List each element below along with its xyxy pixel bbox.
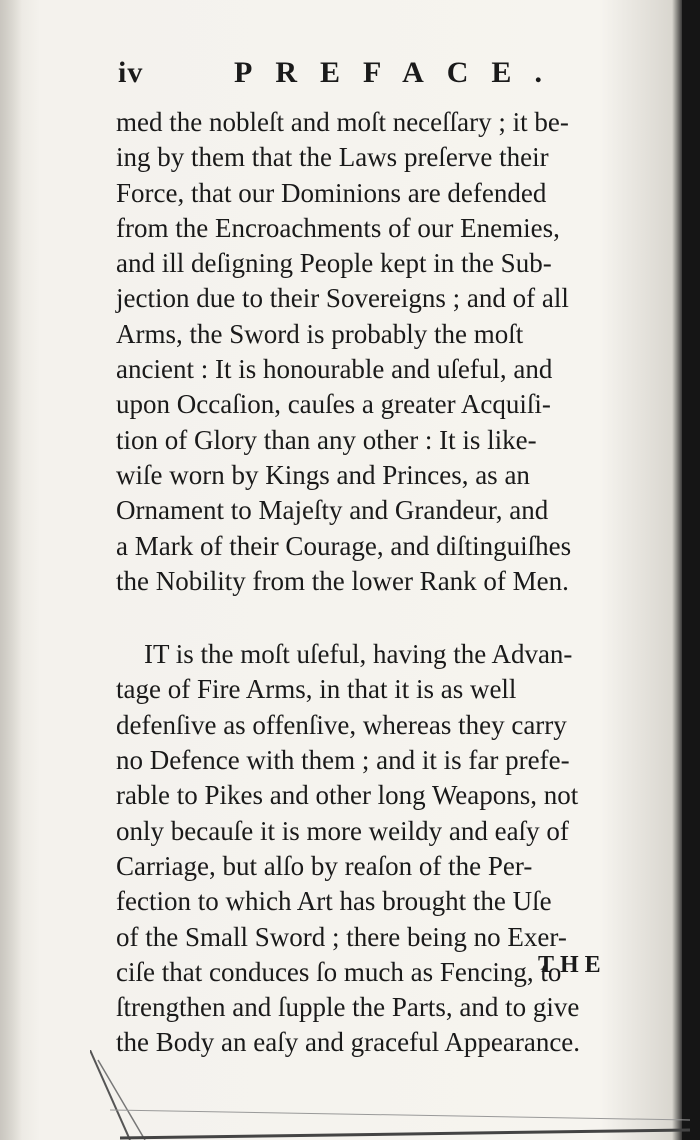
running-title: PREFACE. xyxy=(234,56,565,89)
paragraph-2 xyxy=(116,637,616,1061)
text-line: Force, that our Dominions are defended xyxy=(116,177,547,208)
paragraph-1 xyxy=(116,105,616,599)
text-line: Ornament to Majeſty and Grandeur, and xyxy=(116,495,549,526)
page-header xyxy=(118,56,565,96)
text-line: med the nobleſt and moſt neceſſary ; it be- xyxy=(116,107,569,137)
text-line: defenſive as offenſive, whereas they carry xyxy=(116,709,567,740)
page-fold-lines xyxy=(90,1050,690,1140)
text-line: and ill deſigning People kept in the Sub- xyxy=(116,248,552,279)
text-line: from the Encroachments of our Enemies, xyxy=(116,212,560,243)
body-text xyxy=(116,105,616,1061)
page-number: iv xyxy=(118,56,144,89)
text-line: ſtrengthen and ſupple the Parts, and to give xyxy=(116,992,580,1023)
text-line: only becauſe it is more weildy and eaſy of xyxy=(116,815,569,846)
text-line: ancient : It is honourable and uſeful, and xyxy=(116,354,553,385)
paragraph-spacer xyxy=(116,599,616,637)
text-line: ing by them that the Laws preſerve their xyxy=(116,142,549,173)
page-gutter xyxy=(0,0,22,1140)
text-line: the Body an eaſy and graceful Appearance. xyxy=(116,1027,581,1058)
text-line: tage of Fire Arms, in that it is as well xyxy=(116,674,517,705)
text-line: a Mark of their Courage, and diſtinguiſhes xyxy=(116,530,572,561)
text-line: Arms, the Sword is probably the moſt xyxy=(116,318,524,349)
text-line: jection due to their Sovereigns ; and of all xyxy=(116,283,569,314)
text-line: no Defence with them ; and it is far prefe- xyxy=(116,745,570,776)
catchword: THE xyxy=(538,952,607,978)
text-line: wiſe worn by Kings and Princes, as an xyxy=(116,459,530,490)
text-line: IT is the moſt uſeful, having the Advan- xyxy=(144,639,573,670)
text-line: tion of Glory than any other : It is like- xyxy=(116,424,537,455)
text-line: of the Small Sword ; there being no Exer- xyxy=(116,921,567,952)
text-line: the Nobility from the lower Rank of Men. xyxy=(116,565,569,596)
text-line: Carriage, but alſo by reaſon of the Per- xyxy=(116,850,533,881)
text-line: fection to which Art has brought the Uſe xyxy=(116,886,552,917)
text-line: ciſe that conduces ſo much as Fencing, to xyxy=(116,956,562,987)
text-line: rable to Pikes and other long Weapons, not xyxy=(116,780,579,811)
text-line: upon Occaſion, cauſes a greater Acquiſi- xyxy=(116,389,551,420)
page-edge-shadow xyxy=(682,0,700,1140)
